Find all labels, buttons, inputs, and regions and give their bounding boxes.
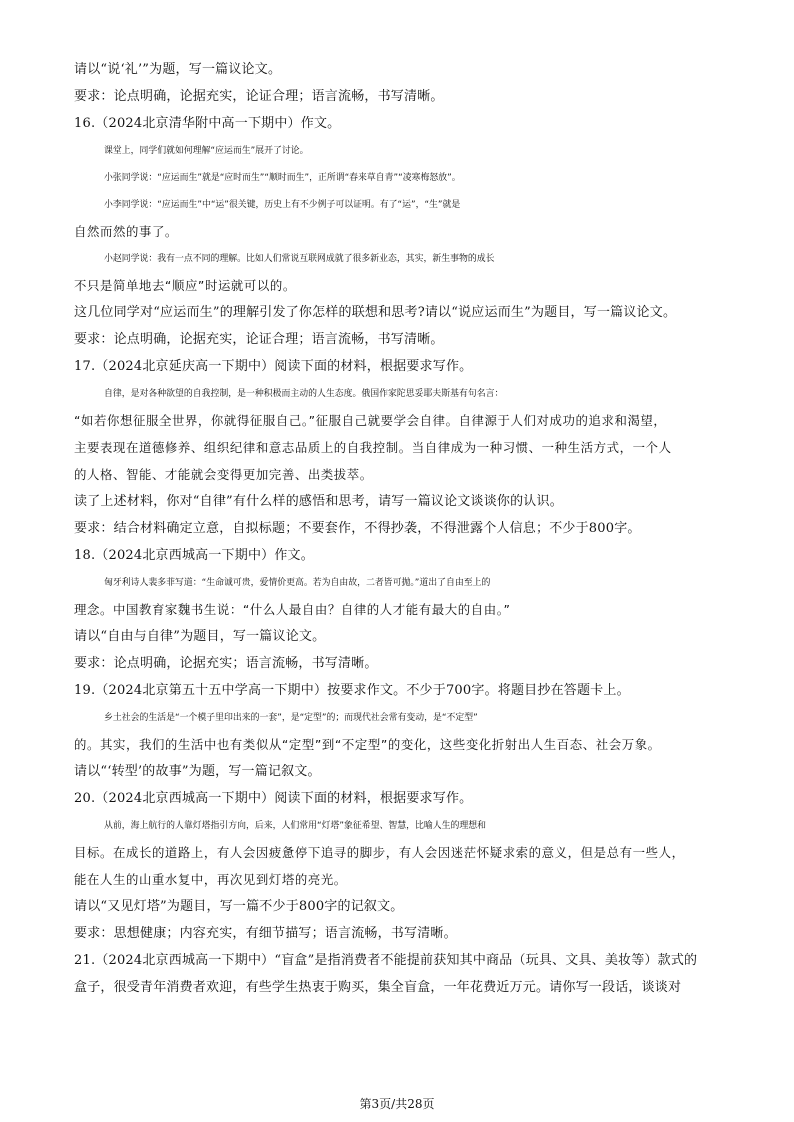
material-line: 小李同学说：“应运而生”中“运”很关键，历史上有不少例子可以证明。有了“运”，“生”就是 [104, 200, 461, 210]
material-line: 从前，海上航行的人靠灯塔指引方向，后来，人们常用“灯塔”象征希望、智慧，比喻人生的理想和 [104, 821, 486, 831]
prompt-line: 请以“‘转型’的故事”为题，写一篇记叙文。 [74, 764, 321, 779]
prompt-line: 请以“又见灯塔”为题目，写一篇不少于800字的记叙文。 [74, 899, 404, 914]
material-line: 目标。在成长的道路上，有人会因疲惫停下追寻的脚步，有人会因迷茫怀疑求索的意义，但是总有一些人， [74, 845, 685, 860]
material-line: 课堂上，同学们就如何理解“应运而生”展开了讨论。 [104, 146, 309, 156]
material-line: 理念。中国教育家魏书生说：“什么人最自由？自律的人才能有最大的自由。” [74, 602, 511, 617]
question-heading-17: 17.（2024北京延庆高一下期中）阅读下面的材料，根据要求写作。 [74, 359, 473, 374]
material-line: 的人格、智能、才能就会变得更加完善、出类拔萃。 [74, 467, 373, 482]
material-line: 乡土社会的生活是“一个模子里印出来的一套”，是“定型”的；而现代社会常有变动，是“不定型” [104, 713, 478, 723]
material-line: 的。其实，我们的生活中也有类似从“定型”到“不定型”的变化，这些变化折射出人生百态、社会万象。 [74, 737, 661, 752]
text-line: 盒子，很受青年消费者欢迎，有些学生热衷于购买，集全盲盒，一年花费近万元。请你写一段话，谈谈对 [74, 980, 682, 995]
text-line: 请以“说‘礼’”为题，写一篇议论文。 [74, 62, 282, 77]
material-line: 小赵同学说：我有一点不同的理解。比如人们常说互联网成就了很多新业态，其实，新生事物的成长 [104, 254, 495, 264]
requirement-line: 要求：思想健康；内容充实，有细节描写；语言流畅，书写清晰。 [74, 926, 457, 941]
requirement-line: 要求：论点明确，论据充实，论证合理；语言流畅，书写清晰。 [74, 89, 444, 104]
requirement-line: 要求：论点明确，论据充实；语言流畅，书写清晰。 [74, 656, 378, 671]
question-heading-16: 16.（2024北京清华附中高一下期中）作文。 [74, 116, 341, 131]
requirement-line: 要求：结合材料确定立意，自拟标题；不要套作，不得抄袭，不得泄露个人信息；不少于800字。 [74, 521, 641, 536]
material-line: 能在人生的山重水复中，再次见到灯塔的亮光。 [74, 872, 347, 887]
requirement-line: 要求：论点明确，论据充实，论证合理；语言流畅，书写清晰。 [74, 332, 444, 347]
question-heading-20: 20.（2024北京西城高一下期中）阅读下面的材料，根据要求写作。 [74, 791, 473, 806]
page-number-footer: 第3页/共28页 [359, 1097, 435, 1111]
question-heading-18: 18.（2024北京西城高一下期中）作文。 [74, 548, 314, 563]
material-line: “如若你想征服全世界，你就得征服自己。”征服自己就要学会自律。自律源于人们对成功的追求和渴望， [74, 413, 667, 428]
prompt-line: 这几位同学对“应运而生”的理解引发了你怎样的联想和思考?请以“说应运而生”为题目，写一篇议论文。 [74, 305, 677, 320]
material-line: 小张同学说：“应运而生”就是“应时而生”“顺时而生”，正所谓“春来草自青”“凌寒梅怒放”。 [104, 173, 461, 183]
material-line: 自律，是对各种欲望的自我控制，是一种积极而主动的人生态度。俄国作家陀思妥耶夫斯基有句名言： [104, 389, 504, 399]
material-line: 主要表现在道德修养、组织纪律和意志品质上的自我控制。当自律成为一种习惯、一种生活方式，一个人 [74, 440, 672, 455]
question-heading-19: 19.（2024北京第五十五中学高一下期中）按要求作文。不少于700字。将题目抄在答题卡上。 [74, 683, 630, 698]
material-line: 不只是简单地去“顺应”时运就可以的。 [74, 278, 296, 293]
material-line: 匈牙利诗人裴多菲写道：“生命诚可贵，爱情价更高。若为自由故，二者皆可抛。”道出了自由至上的 [104, 578, 491, 588]
prompt-line: 请以“自由与自律”为题目，写一篇议论文。 [74, 629, 326, 644]
question-heading-21: 21.（2024北京西城高一下期中）“盲盒”是指消费者不能提前获知其中商品（玩具、文具、美妆等）款式的 [74, 953, 698, 968]
prompt-line: 读了上述材料，你对“自律”有什么样的感悟和思考，请写一篇议论文谈谈你的认识。 [74, 494, 563, 509]
material-line: 自然而然的事了。 [74, 224, 178, 239]
